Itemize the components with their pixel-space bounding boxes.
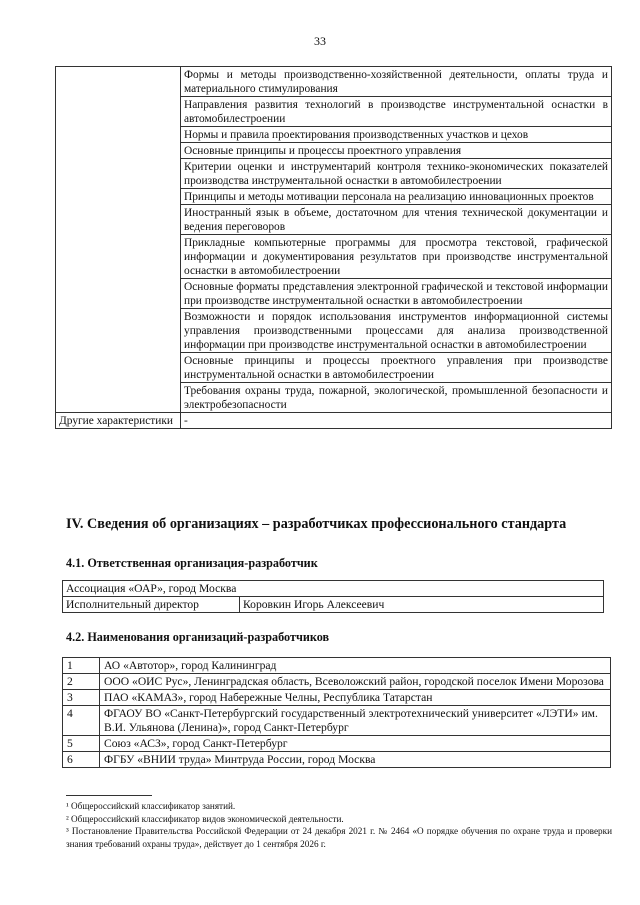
footnotes bbox=[66, 800, 612, 850]
page-number: 33 bbox=[314, 34, 326, 48]
developer-number: 4 bbox=[63, 706, 100, 736]
requirement-item: Возможности и порядок использования инструментов информационной системы управления производственными процессами для анализа производственной информации при производстве инструментальной оснастки в автомобилестроении bbox=[181, 309, 612, 353]
requirement-item: Формы и методы производственно-хозяйственной деятельности, оплаты труда и материального стимулирования bbox=[181, 67, 612, 97]
requirement-item: Основные принципы и процессы проектного управления при производстве инструментальной оснастки в автомобилестроении bbox=[181, 353, 612, 383]
table-row bbox=[63, 658, 611, 674]
developer-name: ФГАОУ ВО «Санкт-Петербургский государственный электротехнический университет «ЛЭТИ» им. В.И. Ульянова (Ленина)», город Санкт-Петербург bbox=[100, 706, 611, 736]
requirement-item: Иностранный язык в объеме, достаточном для чтения технической документации и ведения переговоров bbox=[181, 205, 612, 235]
table-row bbox=[56, 67, 612, 97]
requirement-item: Основные принципы и процессы проектного управления bbox=[181, 143, 612, 159]
requirement-item: Нормы и правила проектирования производственных участков и цехов bbox=[181, 127, 612, 143]
table-row bbox=[56, 413, 612, 429]
developer-name: ПАО «КАМАЗ», город Набережные Челны, Республика Татарстан bbox=[100, 690, 611, 706]
table-row bbox=[63, 752, 611, 768]
developer-number: 2 bbox=[63, 674, 100, 690]
table-row bbox=[63, 706, 611, 736]
section-title: IV. Сведения об организациях – разработчиках профессионального стандарта bbox=[66, 516, 567, 532]
developer-name: АО «Автотор», город Калининград bbox=[100, 658, 611, 674]
table-row bbox=[63, 674, 611, 690]
responsible-org-table bbox=[62, 580, 604, 613]
developer-number: 6 bbox=[63, 752, 100, 768]
responsible-person: Коровкин Игорь Алексеевич bbox=[240, 597, 604, 613]
footnote-3: ³ Постановление Правительства Российской Федерации от 24 декабря 2021 г. № 2464 «О порядке обучения по охране труда и проверки знания требований охраны труда», действует до 1 сентября 2026 г. bbox=[66, 826, 612, 849]
requirement-item: Критерии оценки и инструментарий контроля технико-экономических показателей производства инструментальной оснастки в автомобилестроении bbox=[181, 159, 612, 189]
requirement-item: Принципы и методы мотивации персонала на реализацию инновационных проектов bbox=[181, 189, 612, 205]
table-row bbox=[63, 581, 604, 597]
table-row bbox=[63, 690, 611, 706]
table-row bbox=[63, 736, 611, 752]
developer-number: 5 bbox=[63, 736, 100, 752]
developer-name: Союз «АСЗ», город Санкт-Петербург bbox=[100, 736, 611, 752]
responsible-org-name: Ассоциация «ОАР», город Москва bbox=[63, 581, 604, 597]
empty-label-cell bbox=[56, 67, 181, 413]
responsible-position: Исполнительный директор bbox=[63, 597, 240, 613]
footnote-1: ¹ Общероссийский классификатор занятий. bbox=[66, 801, 236, 811]
responsible-org-heading: 4.1. Ответственная организация-разработчик bbox=[66, 556, 318, 570]
developers-heading: 4.2. Наименования организаций-разработчиков bbox=[66, 630, 330, 644]
requirement-item: Прикладные компьютерные программы для просмотра текстовой, графической информации и документирования результатов при производстве инструментальной оснастки в автомобилестроении bbox=[181, 235, 612, 279]
developer-name: ООО «ОИС Рус», Ленинградская область, Всеволожский район, городской поселок Имени Морозова bbox=[100, 674, 611, 690]
footnote-2: ² Общероссийский классификатор видов экономической деятельности. bbox=[66, 813, 344, 824]
requirement-item: Направления развития технологий в производстве инструментальной оснастки в автомобилестроении bbox=[181, 97, 612, 127]
requirement-item: Основные форматы представления электронной графической и текстовой информации при производстве инструментальной оснастки в автомобилестроении bbox=[181, 279, 612, 309]
footnote-divider bbox=[66, 795, 152, 796]
other-characteristics-value: - bbox=[181, 413, 612, 429]
developer-name: ФГБУ «ВНИИ труда» Минтруда России, город Москва bbox=[100, 752, 611, 768]
knowledge-requirements-table bbox=[55, 66, 612, 429]
table-row bbox=[63, 597, 604, 613]
developer-number: 1 bbox=[63, 658, 100, 674]
requirement-item: Требования охраны труда, пожарной, экологической, промышленной безопасности и электробезопасности bbox=[181, 383, 612, 413]
developers-table bbox=[62, 657, 611, 768]
developer-number: 3 bbox=[63, 690, 100, 706]
other-characteristics-label: Другие характеристики bbox=[56, 413, 181, 429]
